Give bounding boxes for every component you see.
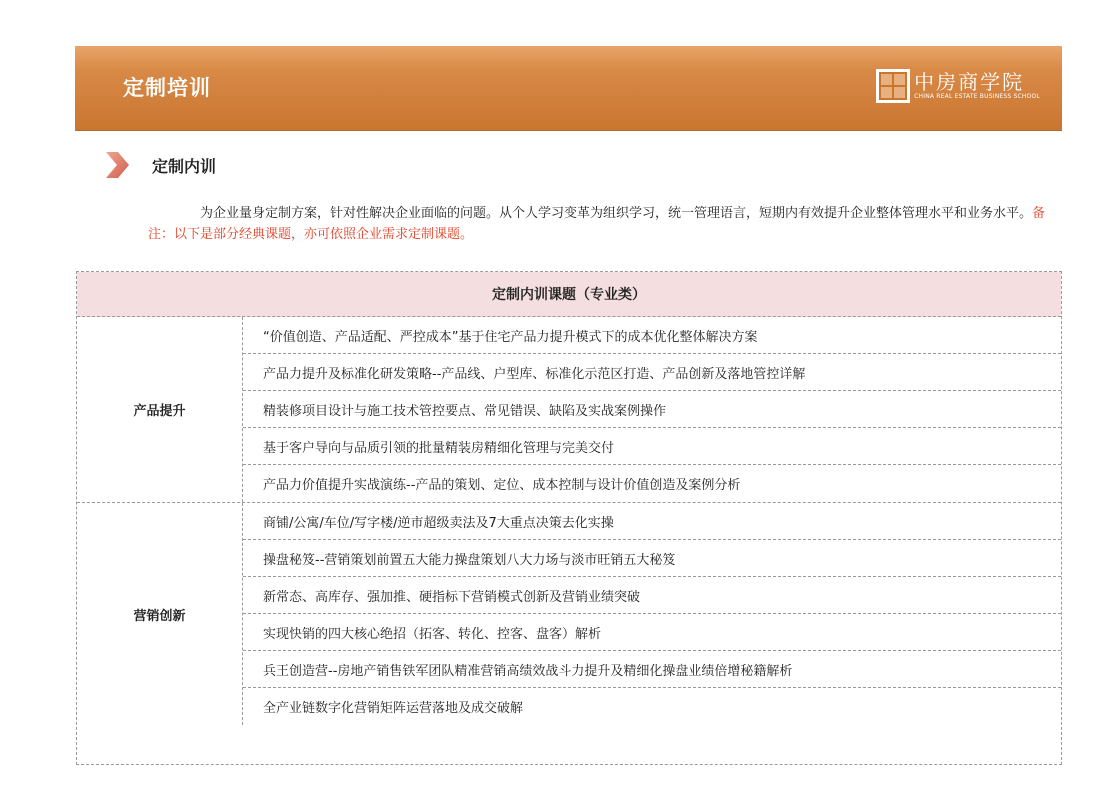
course-row: 操盘秘笈--营销策划前置五大能力操盘策划八大力场与淡市旺销五大秘笈 xyxy=(243,540,1061,577)
table-header: 定制内训课题（专业类） xyxy=(77,272,1061,317)
course-row: 实现快销的四大核心绝招（拓客、转化、控客、盘客）解析 xyxy=(243,614,1061,651)
course-row: 基于客户导向与品质引领的批量精装房精细化管理与完美交付 xyxy=(243,428,1061,465)
table-group xyxy=(77,503,1061,725)
course-row: 精装修项目设计与施工技术管控要点、常见错误、缺陷及实战案例操作 xyxy=(243,391,1061,428)
page-title: 定制培训 xyxy=(123,76,211,100)
section-heading xyxy=(104,150,216,180)
logo-name-cn: 中房商学院 xyxy=(914,70,1025,94)
course-row: 产品力提升及标准化研发策略--产品线、户型库、标准化示范区打造、产品创新及落地管控详解 xyxy=(243,354,1061,391)
category-cell: 营销创新 xyxy=(77,503,243,725)
course-row: 兵王创造营--房地产销售铁军团队精准营销高绩效战斗力提升及精细化操盘业绩倍增秘籍解析 xyxy=(243,651,1061,688)
chevron-right-icon xyxy=(104,151,130,179)
course-row: 产品力价值提升实战演练--产品的策划、定位、成本控制与设计价值创造及案例分析 xyxy=(263,478,741,493)
course-row: “价值创造、产品适配、严控成本”基于住宅产品力提升模式下的成本优化整体解决方案 xyxy=(243,317,1061,354)
logo-name-en: CHINA REAL ESTATE BUSINESS SCHOOL xyxy=(914,93,1040,100)
intro-paragraph xyxy=(148,203,1048,245)
course-row: 全产业链数字化营销矩阵运营落地及成交破解 xyxy=(263,701,524,716)
intro-note: 备注：以下是部分经典课题，亦可依照企业需求定制课题。 xyxy=(148,206,1046,242)
course-table xyxy=(76,271,1062,765)
category-cell: 产品提升 xyxy=(77,317,243,502)
course-row: 新常态、高库存、强加推、硬指标下营销模式创新及营销业绩突破 xyxy=(243,577,1061,614)
logo-seal-icon xyxy=(876,69,910,103)
section-title: 定制内训 xyxy=(152,156,217,176)
course-row: 商铺/公寓/车位/写字楼/逆市超级卖法及7大重点决策去化实操 xyxy=(243,503,1061,540)
intro-text: 为企业量身定制方案，针对性解决企业面临的问题。从个人学习变革为组织学习，统一管理语言，短期内有效提升企业整体管理水平和业务水平。 xyxy=(200,206,1033,221)
table-group xyxy=(77,317,1061,503)
page-header xyxy=(75,46,1062,131)
school-logo xyxy=(876,68,1040,104)
